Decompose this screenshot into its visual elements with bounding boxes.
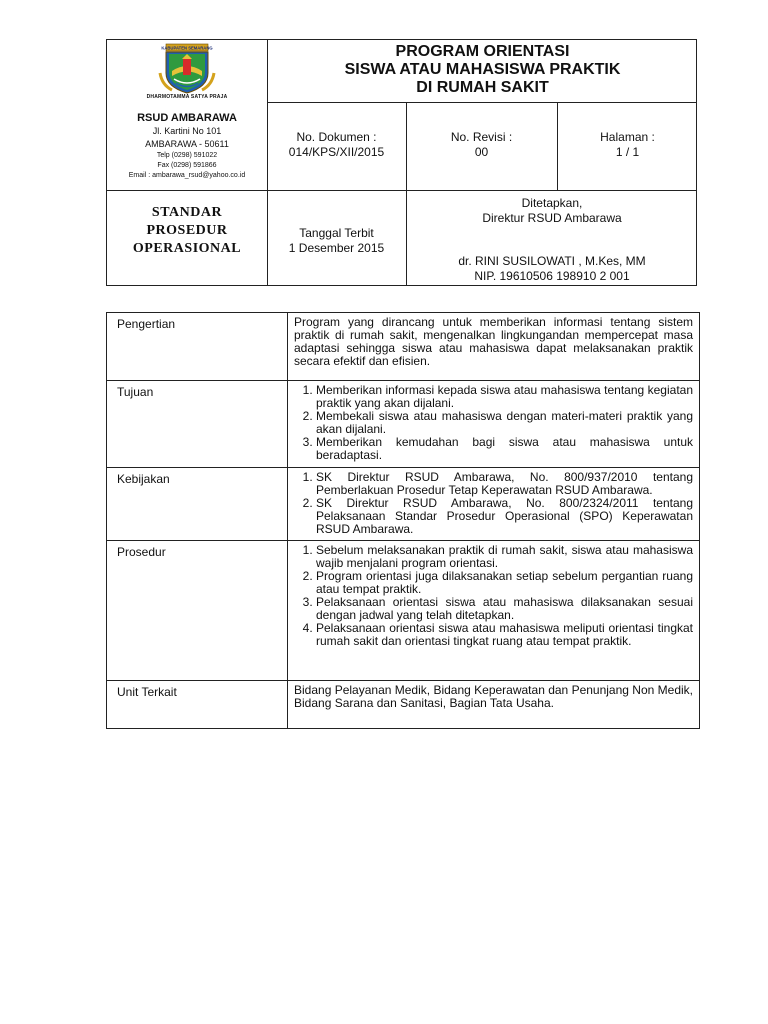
issue-label: Tanggal Terbit — [299, 226, 374, 240]
logo-motto: DHARMOTAMMA SATYA PRAJA — [146, 94, 228, 100]
issue-date-cell — [267, 190, 406, 286]
title-line-3: DI RUMAH SAKIT — [416, 79, 549, 96]
list-item: 2. Program orientasi juga dilaksanakan setiap sebelum pergantian ruang atau tempat praktik. — [316, 570, 693, 596]
sop-line-1: STANDAR — [151, 205, 223, 220]
sop-line-3: OPERASIONAL — [132, 241, 242, 256]
table-row — [107, 381, 700, 468]
hospital-phone: Telp (0298) 591022 — [156, 152, 218, 159]
list-item: 2. SK Direktur RSUD Ambarawa, No. 800/2324/2011 tentang Pelaksanaan Standar Prosedur Operasional (SPO) Keperawatan RSUD Ambarawa. — [316, 497, 693, 536]
page-cell — [557, 102, 698, 190]
revision-cell — [406, 102, 557, 190]
page-label: Halaman : — [600, 130, 655, 144]
table-row — [107, 681, 700, 729]
title-line-1: PROGRAM ORIENTASI — [395, 43, 570, 60]
signer-name: dr. RINI SUSILOWATI , M.Kes, MM — [458, 254, 646, 268]
hospital-fax: Fax (0298) 591866 — [157, 162, 217, 169]
row-label-pengertian: Pengertian — [107, 313, 288, 381]
row-label-unit-terkait: Unit Terkait — [107, 681, 288, 729]
list-item: 1. Memberikan informasi kepada siswa atau mahasiswa tentang kegiatan praktik yang akan dijalani. — [316, 384, 693, 410]
procedure-table — [106, 312, 700, 729]
row-label-kebijakan: Kebijakan — [107, 468, 288, 541]
row-label-prosedur: Prosedur — [107, 541, 288, 681]
kebijakan-list — [294, 471, 693, 536]
row-label-tujuan: Tujuan — [107, 381, 288, 468]
signer-nip: NIP. 19610506 198910 2 001 — [474, 269, 630, 283]
hospital-email: Email : ambarawa_rsud@yahoo.co.id — [128, 172, 246, 179]
sop-line-2: PROSEDUR — [146, 223, 228, 238]
list-item: 3. Pelaksanaan orientasi siswa atau mahasiswa dilaksanakan sesuai dengan jadwal yang telah ditetapkan. — [316, 596, 693, 622]
issue-date: 1 Desember 2015 — [288, 241, 385, 255]
approval-by: Direktur RSUD Ambarawa — [482, 211, 622, 225]
revision-value: 00 — [474, 145, 489, 159]
prosedur-list — [294, 544, 693, 648]
doc-no-value: 014/KPS/XII/2015 — [288, 145, 385, 159]
table-row — [107, 541, 700, 681]
revision-label: No. Revisi : — [450, 130, 513, 144]
document-number-cell — [267, 102, 406, 190]
hospital-name: RSUD AMBARAWA — [137, 112, 237, 124]
list-item: 2. Membekali siswa atau mahasiswa dengan materi-materi praktik yang akan dijalani. — [316, 410, 693, 436]
logo-top-text: KABUPATEN SEMARANG — [161, 45, 213, 51]
sop-heading — [107, 190, 267, 286]
list-item: 4. Pelaksanaan orientasi siswa atau mahasiswa meliputi orientasi tingkat rumah sakit dan orientasi tingkat ruang atau tempat praktik. — [316, 622, 693, 648]
list-item: 3. Memberikan kemudahan bagi siswa atau mahasiswa untuk beradaptasi. — [316, 436, 693, 462]
document-header-table — [106, 39, 697, 286]
page-value: 1 / 1 — [615, 145, 640, 159]
pengertian-text: Program yang dirancang untuk memberikan informasi tentang sistem praktik di rumah sakit, mengenalkan lingkungandan mempercepat masa adaptasi sehingga siswa atau mahasiswa dapat melaksanakan praktik secara efektif dan efisien. — [288, 313, 700, 381]
hospital-city: AMBARAWA - 50611 — [145, 139, 229, 149]
tujuan-list — [294, 384, 693, 462]
hospital-address — [107, 102, 267, 190]
approval-label: Ditetapkan, — [521, 196, 583, 210]
table-row — [107, 313, 700, 381]
hospital-street: Jl. Kartini No 101 — [152, 126, 222, 136]
list-item: 1. SK Direktur RSUD Ambarawa, No. 800/937/2010 tentang Pemberlakuan Prosedur Tetap Keperawatan RSUD Ambarawa. — [316, 471, 693, 497]
document-title — [267, 40, 698, 102]
unit-terkait-text: Bidang Pelayanan Medik, Bidang Keperawatan dan Penunjang Non Medik, Bidang Sarana dan Sanitasi, Bagian Tata Usaha. — [288, 681, 700, 729]
title-line-2: SISWA ATAU MAHASISWA PRAKTIK — [344, 61, 621, 78]
regency-emblem-icon — [152, 43, 222, 95]
approval-cell — [406, 190, 698, 286]
doc-no-label: No. Dokumen : — [296, 130, 377, 144]
table-row — [107, 468, 700, 541]
logo-area — [107, 40, 267, 102]
list-item: 1. Sebelum melaksanakan praktik di rumah sakit, siswa atau mahasiswa wajib menjalani program orientasi. — [316, 544, 693, 570]
